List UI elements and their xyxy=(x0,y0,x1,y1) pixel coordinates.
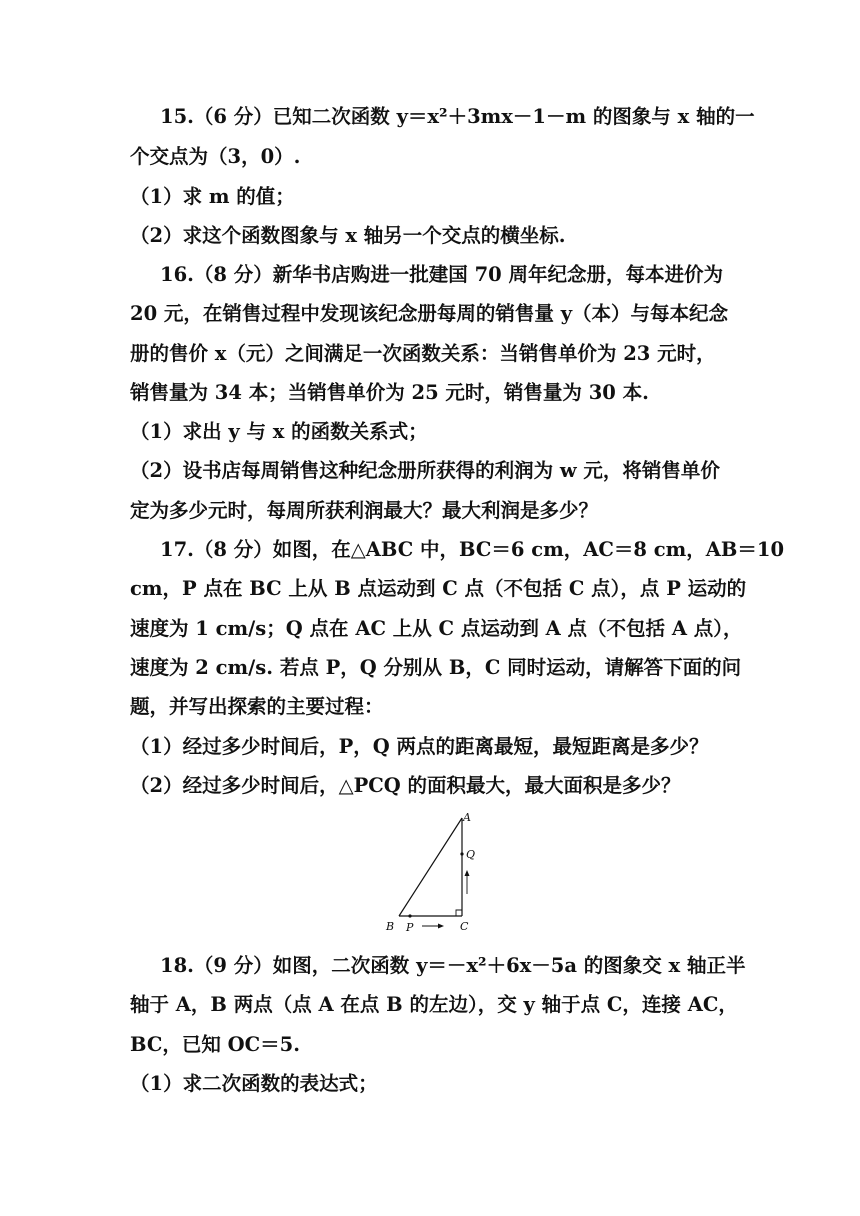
problem-16-line-1: 16.（8 分）新华书店购进一批建国 70 周年纪念册，每本进价为 xyxy=(160,263,723,286)
problem-18-part-1: （1）求二次函数的表达式； xyxy=(130,1072,378,1095)
problem-17-line-1: 17.（8 分）如图，在△ABC 中，BC＝6 cm，AC＝8 cm，AB＝10 xyxy=(160,538,785,561)
arrow-right-head xyxy=(438,924,444,929)
label-c: C xyxy=(460,920,469,933)
arrow-up-head xyxy=(465,870,470,876)
problem-17-line-3: 速度为 1 cm/s；Q 点在 AC 上从 C 点运动到 A 点（不包括 A 点）， xyxy=(130,617,743,640)
problem-16-part-1: （1）求出 y 与 x 的函数关系式； xyxy=(130,420,428,443)
problem-15-part-2: （2）求这个函数图象与 x 轴另一个交点的横坐标. xyxy=(130,224,566,247)
problem-16-part-2-line-1: （2）设书店每周销售这种纪念册所获得的利润为 w 元，将销售单价 xyxy=(130,459,720,482)
problem-16-line-3: 册的售价 x（元）之间满足一次函数关系：当销售单价为 23 元时， xyxy=(130,342,716,365)
problem-17-part-2: （2）经过多少时间后，△PCQ 的面积最大，最大面积是多少？ xyxy=(130,774,681,797)
point-p-dot xyxy=(408,914,411,917)
label-b: B xyxy=(386,920,395,933)
problem-15-part-1: （1）求 m 的值； xyxy=(130,185,295,208)
point-q-dot xyxy=(460,852,463,855)
triangle-figure xyxy=(380,810,490,938)
problem-15-line-1: 15.（6 分）已知二次函数 y＝x²＋3mx－1－m 的图象与 x 轴的一 xyxy=(160,105,755,128)
label-q: Q xyxy=(466,848,476,861)
problem-17-line-2: cm，P 点在 BC 上从 B 点运动到 C 点（不包括 C 点），点 P 运动的 xyxy=(130,577,747,600)
problem-18-line-3: BC，已知 OC＝5. xyxy=(130,1033,301,1056)
problem-17-line-4: 速度为 2 cm/s. 若点 P，Q 分别从 B，C 同时运动，请解答下面的问 xyxy=(130,656,742,679)
problem-18-line-1: 18.（9 分）如图，二次函数 y＝－x²＋6x－5a 的图象交 x 轴正半 xyxy=(160,954,746,977)
problem-15-line-2: 个交点为（3，0）. xyxy=(130,145,301,168)
problem-16-line-2: 20 元，在销售过程中发现该纪念册每周的销售量 y（本）与每本纪念 xyxy=(130,302,729,325)
problem-16-line-4: 销售量为 34 本；当销售单价为 25 元时，销售量为 30 本. xyxy=(130,381,649,404)
side-ab xyxy=(399,818,462,916)
right-angle-mark xyxy=(456,910,462,916)
problem-17-line-5: 题，并写出探索的主要过程： xyxy=(130,695,384,718)
label-p: P xyxy=(406,921,414,934)
problem-16-part-2-line-2: 定为多少元时，每周所获利润最大？最大利润是多少？ xyxy=(130,499,599,522)
problem-18-line-2: 轴于 A，B 两点（点 A 在点 B 的左边），交 y 轴于点 C，连接 AC， xyxy=(130,993,738,1016)
problem-17-part-1: （1）经过多少时间后，P，Q 两点的距离最短，最短距离是多少？ xyxy=(130,735,709,758)
triangle-diagram xyxy=(380,810,490,938)
label-a: A xyxy=(463,811,471,824)
